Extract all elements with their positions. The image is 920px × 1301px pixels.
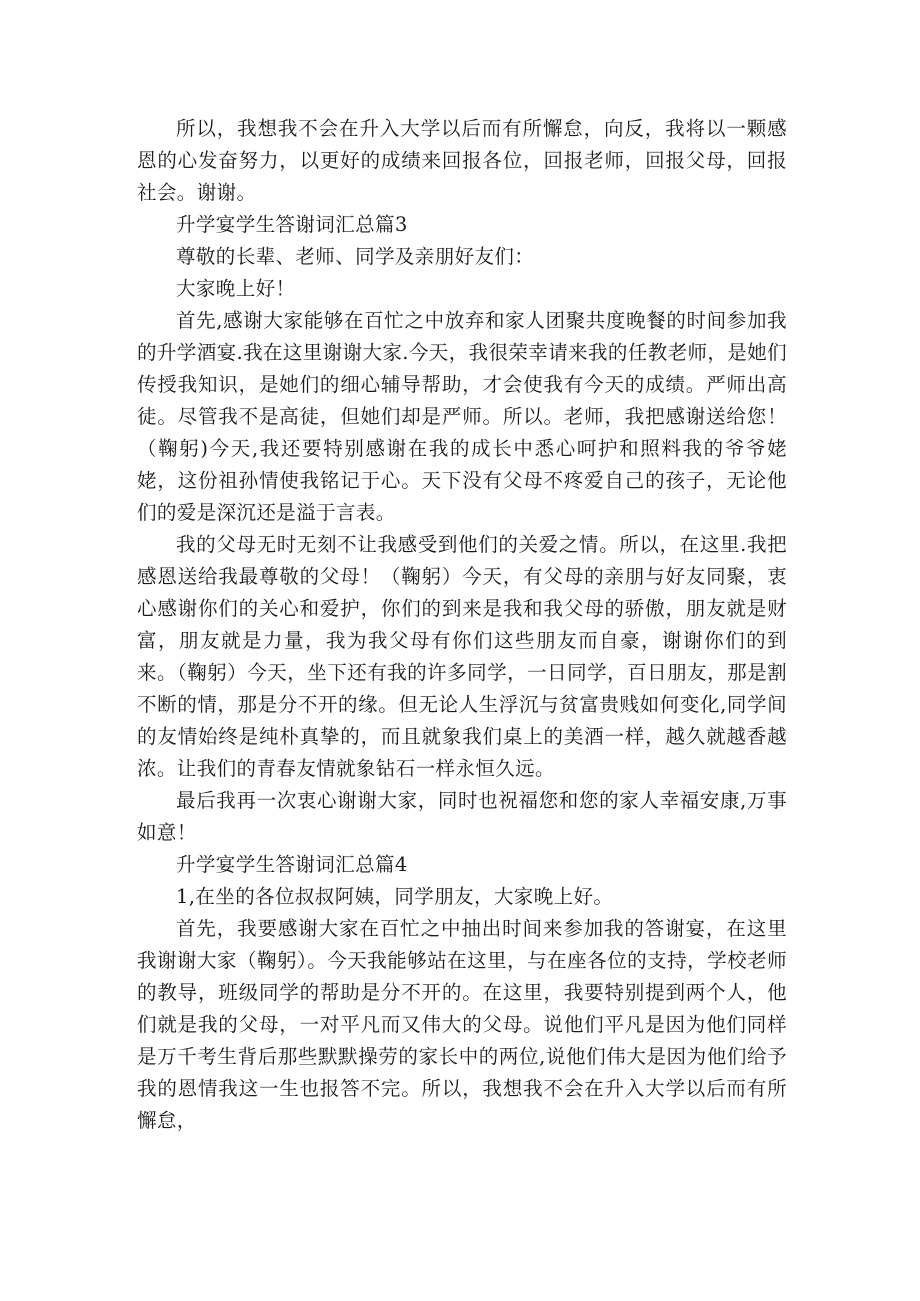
section-heading-part3: 升学宴学生答谢词汇总篇3 — [176, 213, 408, 236]
paragraph-final-wishes: 最后我再一次衷心谢谢大家，同时也祝福您和您的家人幸福安康,万事如意！ — [137, 789, 787, 844]
greeting: 大家晚上好！ — [176, 277, 296, 300]
salutation: 尊敬的长辈、老师、同学及亲朋好友们： — [176, 245, 535, 268]
section-heading-part4: 升学宴学生答谢词汇总篇4 — [176, 853, 408, 876]
paragraph-thanks-parents-friends: 我的父母无时无刻不让我感受到他们的关爱之情。所以，在这里.我把感恩送给我最尊敬的父母！（鞠躬）今天，有父母的亲朋与好友同聚，衷心感谢你们的关心和爱护，你们的到来是我和我父母的骄傲，朋友就是财富，朋友就是力量，我为我父母有你们这些朋友而自豪，谢谢你们的到来。（鞠躬）今天，坐下还有我的许多同学，一日同学，百日朋友，那是割不断的情，那是分不开的缘。但无论人生浮沉与贫富贵贱如何变化,同学间的友情始终是纯朴真挚的，而且就象我们桌上的美酒一样，越久就越香越浓。让我们的青春友情就象钻石一样永恒久远。 — [137, 533, 787, 780]
paragraph-thanks-teachers: 首先,感谢大家能够在百忙之中放弃和家人团聚共度晚餐的时间参加我的升学酒宴.我在这里谢谢大家.今天，我很荣幸请来我的任教老师，是她们传授我知识，是她们的细心辅导帮助，才会使我有今天的成绩。严师出高徒。尽管我不是高徒，但她们却是严师。所以。老师，我把感谢送给您！（鞠躬)今天,我还要特别感谢在我的成长中悉心呵护和照料我的爷爷姥姥，这份祖孙情使我铭记于心。天下没有父母不疼爱自己的孩子，无论他们的爱是深沉还是溢于言表。 — [137, 309, 787, 524]
greeting-part4: 1,在坐的各位叔叔阿姨，同学朋友，大家晚上好。 — [176, 885, 614, 908]
paragraph-closing-remarks: 所以，我想我不会在升入大学以后而有所懈怠，向反，我将以一颗感恩的心发奋努力，以更好的成绩来回报各位，回报老师，回报父母，回报社会。谢谢。 — [137, 117, 787, 204]
paragraph-thanks-part4: 首先，我要感谢大家在百忙之中抽出时间来参加我的答谢宴，在这里我谢谢大家（鞠躬）。今天我能够站在这里，与在座各位的支持，学校老师的教导，班级同学的帮助是分不开的。在这里，我要特别提到两个人，他们就是我的父母，一对平凡而又伟大的父母。说他们平凡是因为他们同样是万千考生背后那些默默操劳的家长中的两位,说他们伟大是因为他们给予我的恩情我这一生也报答不完。所以，我想我不会在升入大学以后而有所懈怠， — [137, 917, 787, 1132]
document-body — [137, 113, 787, 1137]
